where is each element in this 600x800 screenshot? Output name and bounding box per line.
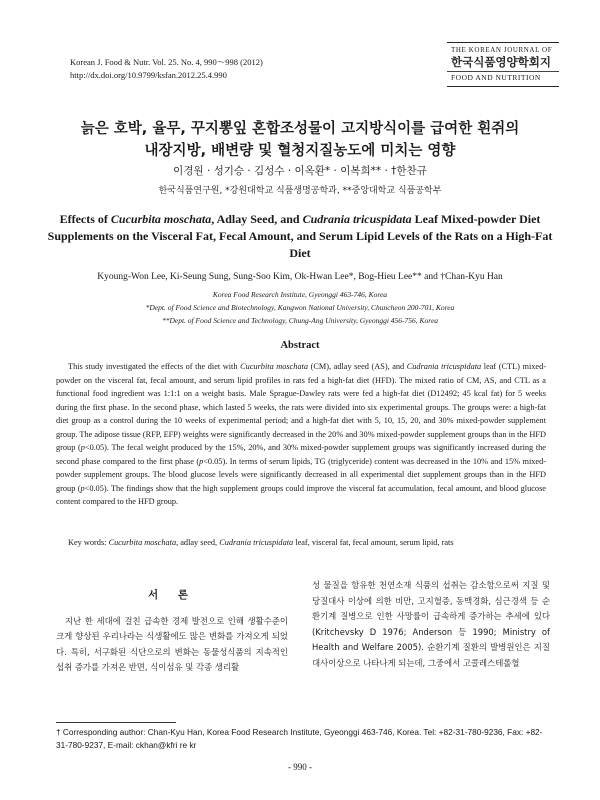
abstract-heading: Abstract bbox=[280, 340, 320, 351]
footnote-divider bbox=[56, 722, 176, 723]
abstract-text: This study investigated the effects of the diet with Cucurbita moschata (CM), adlay seed (AS), and Cudrania tricuspidata leaf (CTL) mixed-powder on the visceral fat, fecal amount, and serum lipid profiles in rats fed a high-fat diet (HFD). The mixed ratio of CM, AS, and CTL as a functional food ingredient was 1:1:1 on a weight basis. Male Sprague-Dawley rats were fed a high-fat diet (D12492; 45 kcal fat) for 5 weeks during the first phase. In the second phase, which lasted 5 weeks, the rats were divided into six experimental groups. The groups were: a high-fat diet group as a control during the 10 weeks of experimental period; and a high-fat diet with 5, 10, 15, 20, and 30% mixed-powder supplement group. The adipose tissue (RFP, EFP) weights were significantly decreased in the 20% and 30% mixed-powder supplement groups than in the HFD group (p<0.05). The fecal weight produced by the 15%, 20%, and 30% mixed-powder supplement groups was significantly increased during the second phase compared to the first phase (p<0.05). In terms of serum lipids, TG (triglyceride) content was decreased in the 10% and 15% mixed-powder supplement groups. The blood glucose levels were significantly decreased in all experimental diet supplement groups than in the HFD group (p<0.05). The findings show that the high supplement groups could improve the visceral fat accumulation, fecal amount, and blood glucose content compared to the HFD group. bbox=[56, 362, 546, 506]
english-affiliation-2: *Dept. of Food Science and Biotechnology, Kangwon National University, Chuncheon 200-701, Korea bbox=[145, 303, 455, 312]
intro-paragraph-right: 성 물질을 함유한 천연소재 식품의 섭취는 감소함으로써 지질 및 당질대사 이상에 의한 비만, 고지혈증, 동맥경화, 심근경색 등 순환기계 질병으로 인한 사망률이 급속하게 증가하는 추세에 있다(Kritchevsky D 1976; Anderson 등 1990; Ministry of Health and Welfare 2005). 순환기계 질환의 발병원인은 지질대사이상으로 나타나게 되는데, 그중에서 고콜레스테롤혈 bbox=[312, 580, 550, 668]
journal-logo-bottom: FOOD AND NUTRITION bbox=[447, 71, 559, 82]
corresponding-author-footnote: † Corresponding author: Chan-Kyu Han, Korea Food Research Institute, Gyeonggi 463-746, Korea. Tel: +82-31-780-9236, Fax: +82-31-780-9237, E-mail: ckhan@kfri re kr bbox=[56, 727, 543, 750]
journal-logo-top: THE KOREAN JOURNAL OF bbox=[451, 46, 553, 54]
korean-title-line1: 늙은 호박, 율무, 꾸지뽕잎 혼합조성물이 고지방식이를 급여한 흰쥐의 bbox=[80, 121, 520, 137]
english-affiliation-1: Korea Food Research Institute, Gyeonggi 463-746, Korea bbox=[212, 290, 388, 299]
korean-authors: 이경원 · 성기승 · 김성수 · 이옥환* · 이복희** · †한찬규 bbox=[173, 165, 427, 177]
section-heading-introduction: 서 론 bbox=[148, 589, 196, 601]
journal-citation: Korean J. Food & Nutr. Vol. 25. No. 4, 990～998 (2012) bbox=[70, 57, 263, 67]
journal-logo bbox=[447, 42, 559, 87]
korean-affiliations: 한국식품연구원, *강원대학교 식품생명공학과, **중앙대학교 식품공학부 bbox=[158, 186, 442, 196]
english-affiliation-3: **Dept. of Food Science and Technology, Chung-Ang University, Gyeonggi 456-756, Korea bbox=[161, 316, 439, 325]
keywords: Key words: Cucurbita moschata, adlay seed, Cudrania tricuspidata leaf, visceral fat, fecal amount, serum lipid, rats bbox=[68, 538, 454, 547]
doi-link[interactable]: http://dx.doi.org/10.9799/ksfan.2012.25.4.990 bbox=[70, 70, 227, 80]
citation-header bbox=[70, 56, 263, 82]
page-number: - 990 - bbox=[288, 762, 312, 772]
intro-paragraph-left: 지난 한 세대에 걸친 급속한 경제 발전으로 인해 생활수준이 크게 향상된 우리나라는 식생활에도 많은 변화를 가져오게 되었다. 특히, 서구화된 식단으로의 변화는 동물성식품의 지속적인 섭취 증가를 가져온 반면, 식이섬유 및 각종 생리활 bbox=[56, 615, 288, 672]
english-authors: Kyoung-Won Lee, Ki-Seung Sung, Sung-Soo Kim, Ok-Hwan Lee*, Bog-Hieu Lee** and †Chan-Kyu Han bbox=[97, 272, 503, 282]
korean-title bbox=[0, 118, 600, 162]
body-left-column bbox=[56, 580, 288, 676]
korean-title-line2: 내장지방, 배변량 및 혈청지질농도에 미치는 영향 bbox=[144, 143, 456, 159]
body-right-column bbox=[312, 578, 550, 671]
journal-logo-korean: 한국식품영양학회지 bbox=[451, 55, 551, 69]
english-title: Effects of Cucurbita moschata, Adlay Seed, and Cudrania tricuspidata Leaf Mixed-powder Diet Supplements on the Visceral Fat, Fecal Amount, and Serum Lipid Levels of the Rats on a High-Fat Diet bbox=[47, 212, 553, 260]
